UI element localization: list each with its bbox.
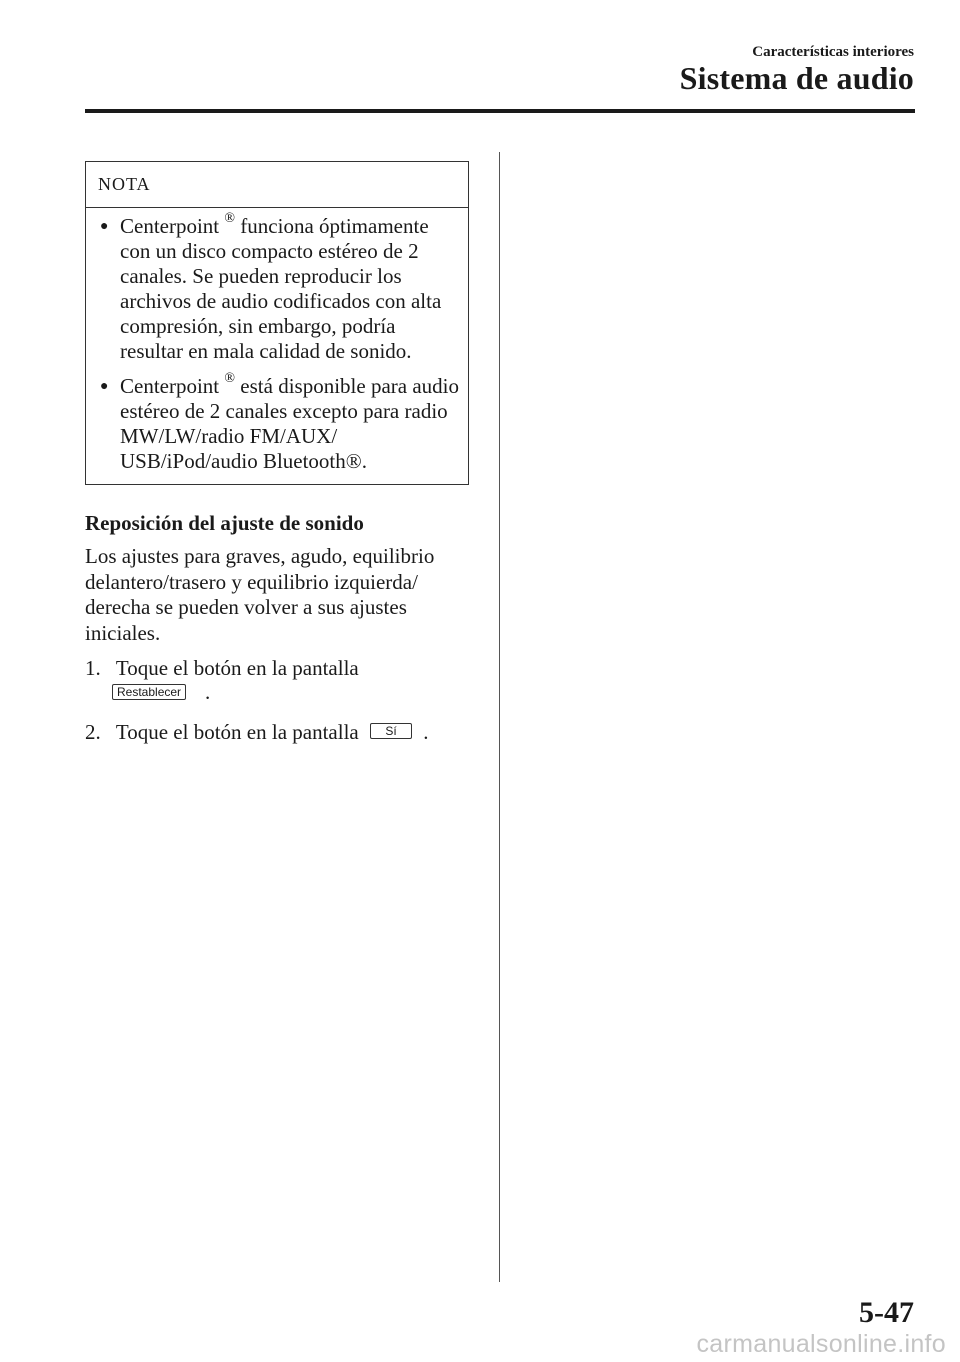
header-rule — [85, 109, 915, 113]
note-bullet-text: funciona óptimamente con un disco compacto estéreo de 2 canales. Se pueden reproducir los archivos de audio codificados con alta compresión, sin embargo, podría resultar en mala calidad de sonido. — [120, 214, 442, 363]
step-number: 2. — [85, 720, 101, 744]
section-heading: Reposición del ajuste de sonido — [85, 511, 364, 535]
note-bullet-lead: Centerpoint — [120, 214, 220, 238]
note-bullet-lead: Centerpoint — [120, 374, 220, 398]
step-2 — [85, 720, 429, 745]
step-text: Toque el botón en la pantalla — [115, 656, 359, 680]
page-number: 5-47 — [859, 1296, 914, 1329]
si-button[interactable]: Sí — [370, 723, 412, 739]
note-bullet-item — [100, 211, 460, 364]
section-paragraph: Los ajustes para graves, agudo, equilibrio delantero/trasero y equilibrio izquierda/ derecha se pueden volver a sus ajustes iniciales. — [85, 544, 435, 645]
step-text: Toque el botón en la pantalla — [115, 720, 359, 744]
column-divider — [499, 152, 500, 1282]
note-separator — [86, 207, 468, 208]
step-1 — [85, 656, 359, 681]
note-box — [85, 161, 469, 485]
registered-mark: ® — [224, 211, 236, 226]
note-bullet-text: está disponible para audio estéreo de 2 canales excepto para radio MW/LW/radio FM/AUX/ USB/iPod/audio Bluetooth®. — [120, 374, 459, 473]
header-section-label: Características interiores — [752, 44, 914, 60]
page-title: Sistema de audio — [679, 60, 914, 96]
step-1-period: . — [205, 680, 211, 704]
note-bullet-item — [100, 371, 460, 474]
step-number: 1. — [85, 656, 101, 680]
watermark: carmanualsonline.info — [696, 1330, 946, 1358]
registered-mark: ® — [224, 371, 236, 386]
step-2-period: . — [423, 720, 429, 744]
restablecer-button[interactable]: Restablecer — [112, 684, 186, 700]
bullet-dot-icon: ● — [100, 379, 109, 394]
bullet-dot-icon: ● — [100, 219, 109, 234]
note-title: NOTA — [98, 174, 151, 194]
